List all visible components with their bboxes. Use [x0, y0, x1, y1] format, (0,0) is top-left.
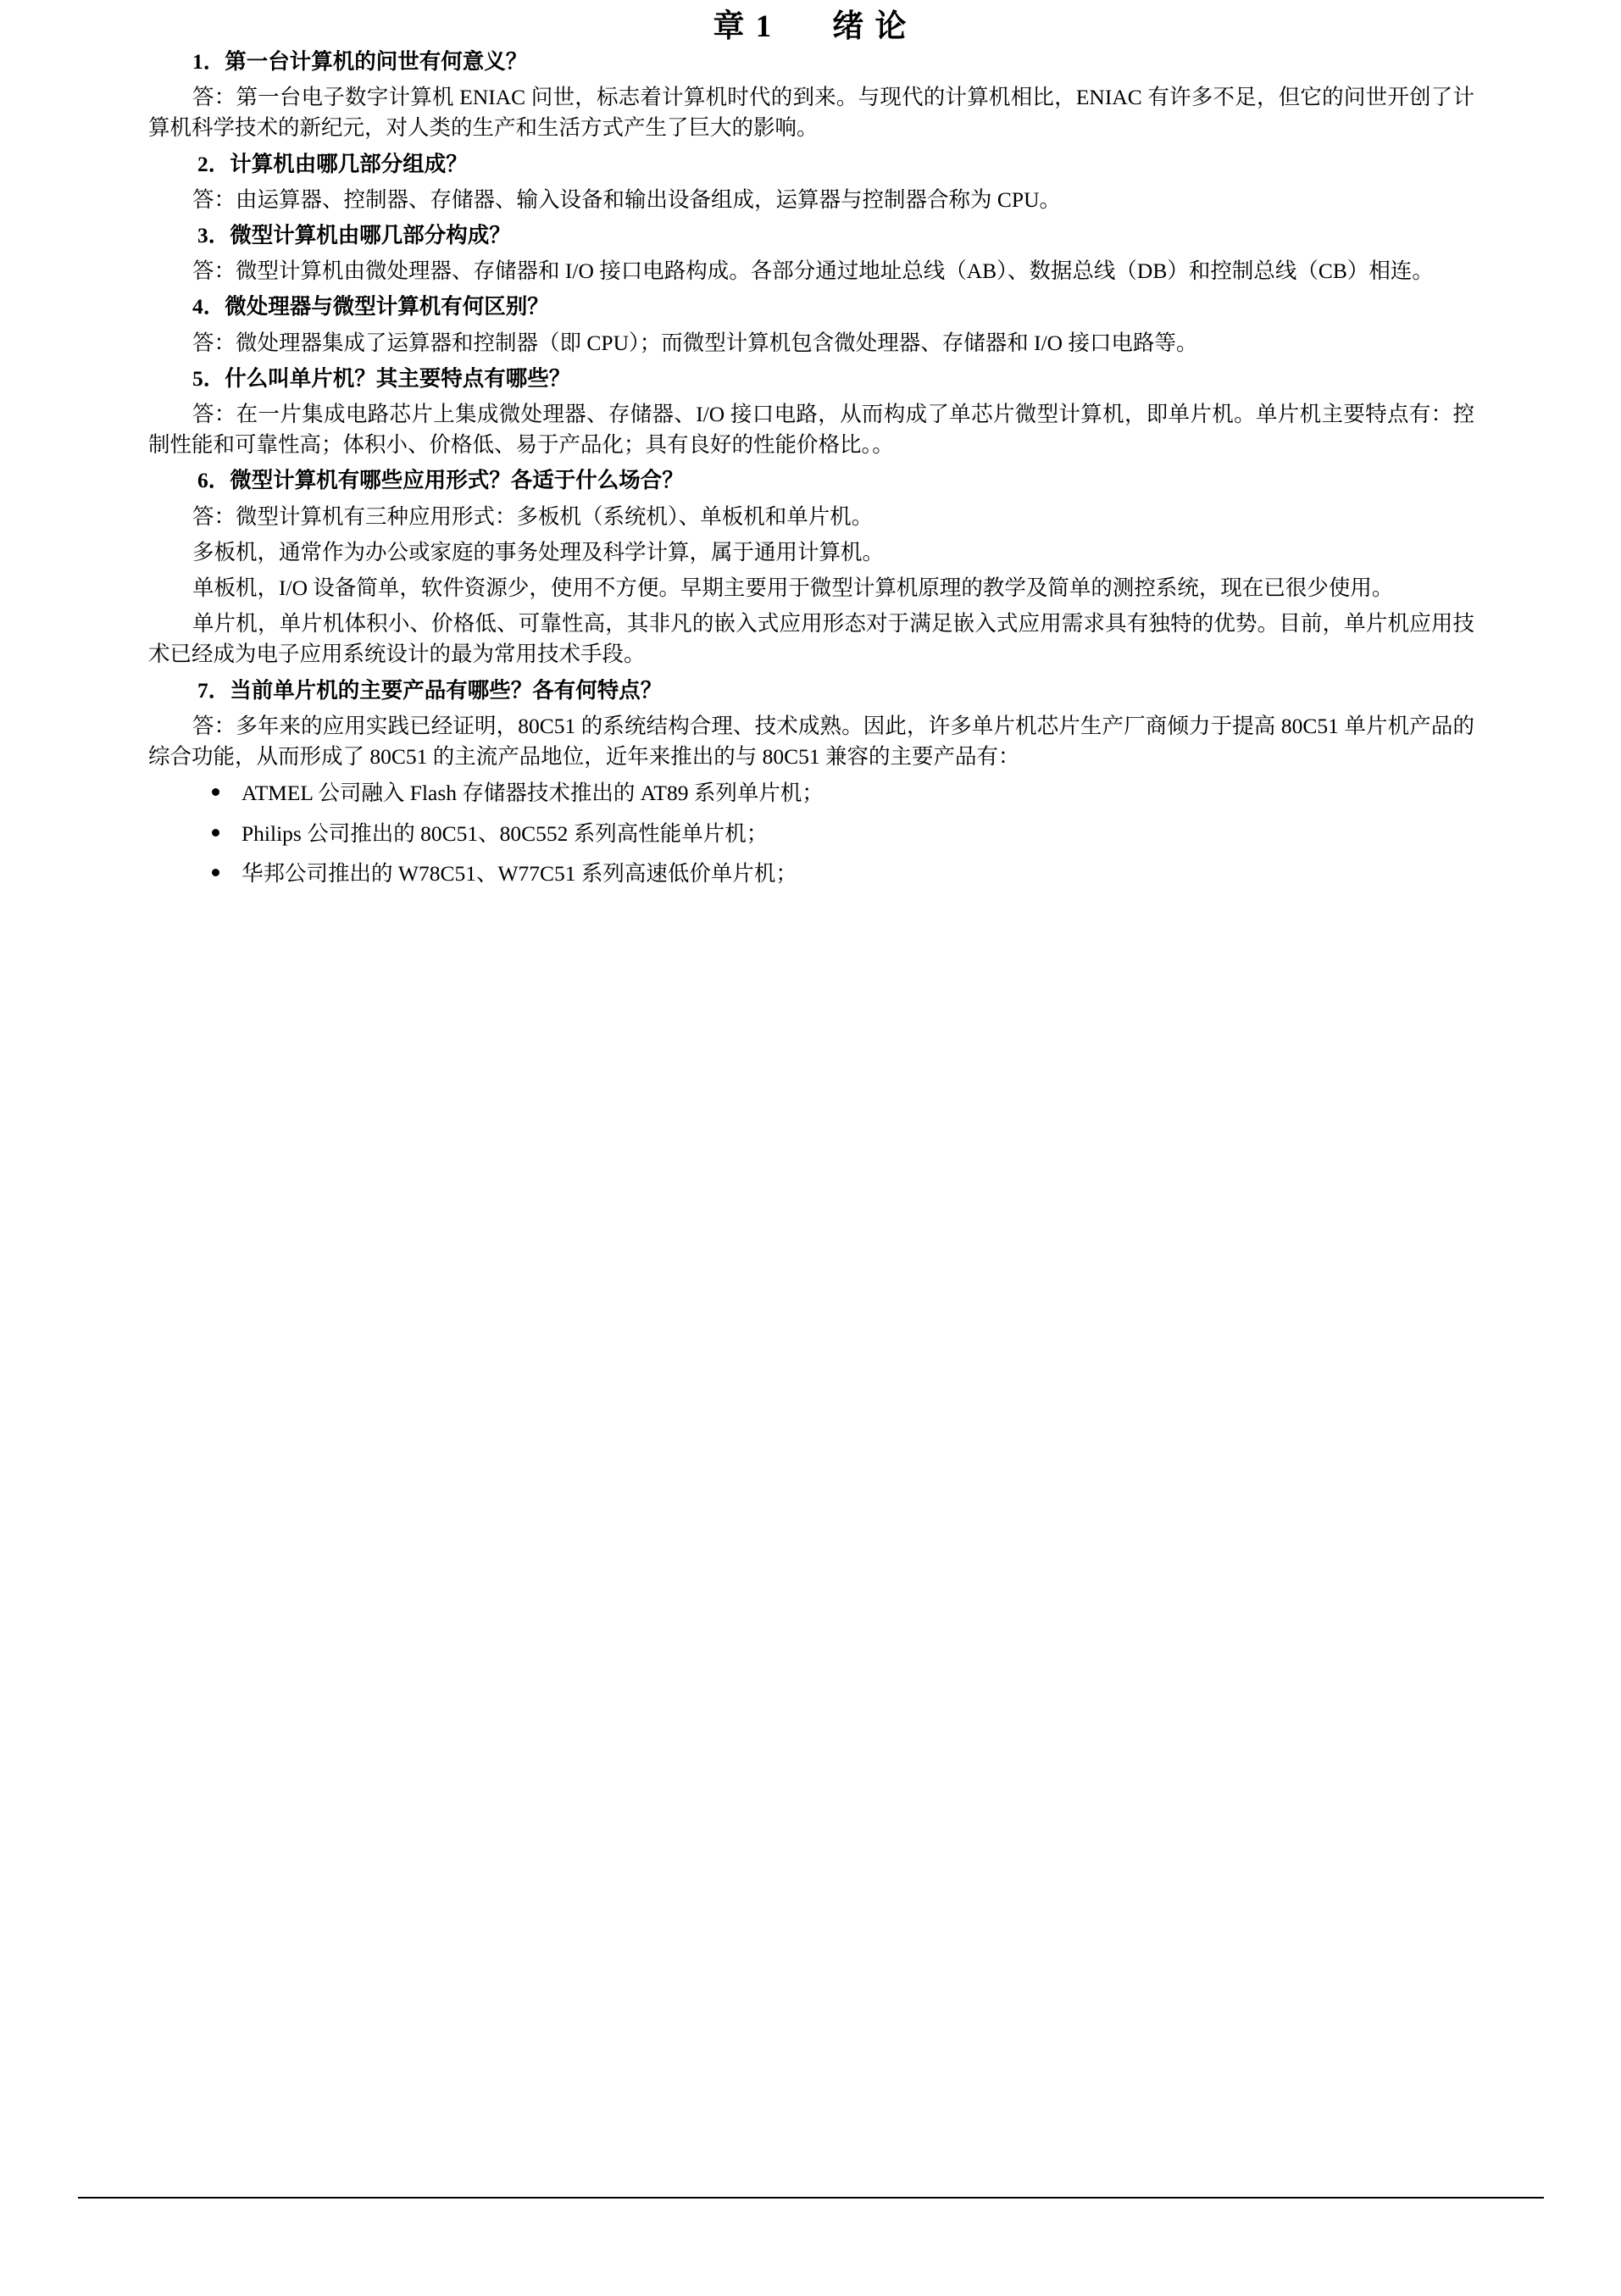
answer-5: 答：在一片集成电路芯片上集成微处理器、存储器、I/O 接口电路，从而构成了单芯片微型计算机，即单片机。单片机主要特点有：控制性能和可靠性高；体积小、价格低、易于产品化；具有良好的性能价格比。。: [148, 402, 1474, 458]
bullet-icon: [212, 869, 219, 876]
answer-2: 答：由运算器、控制器、存储器、输入设备和输出设备组成，运算器与控制器合称为 CPU。: [192, 186, 1061, 212]
answer-6-multiboard: 多板机，通常作为办公或家庭的事务处理及科学计算，属于通用计算机。: [192, 539, 885, 564]
question-3: 3．微型计算机由哪几部分构成？: [197, 223, 511, 248]
answer-6-mcu: 单片机，单片机体积小、价格低、可靠性高，其非凡的嵌入式应用形态对于满足嵌入式应用需求具有独特的优势。目前，单片机应用技术已经成为电子应用系统设计的最为常用技术手段。: [148, 611, 1474, 667]
answer-7: 答：多年来的应用实践已经证明，80C51 的系统结构合理、技术成熟。因此，许多单片机芯片生产厂商倾力于提高 80C51 单片机产品的综合功能，从而形成了 80C51 的主流产品地位，近年来推出的与 80C51 兼容的主要产品有：: [148, 713, 1474, 770]
page-title-text: 绪 论: [832, 9, 908, 44]
answer-4: 答：微处理器集成了运算器和控制器（即 CPU）；而微型计算机包含微处理器、存储器和 I/O 接口电路等。: [192, 330, 1198, 355]
answer-6: 答：微型计算机有三种应用形式：多板机（系统机）、单板机和单片机。: [192, 503, 874, 529]
bullet-icon: [212, 829, 219, 837]
list-item-label: Philips 公司推出的 80C51、80C552 系列高性能单片机；: [241, 820, 769, 846]
question-1: 1．第一台计算机的问世有何意义？: [192, 49, 528, 74]
question-7: 7．当前单片机的主要产品有哪些？各有何特点？: [197, 677, 663, 703]
answer-1: 答：第一台电子数字计算机 ENIAC 问世，标志着计算机时代的到来。与现代的计算机相比，ENIAC 有许多不足，但它的问世开创了计算机科学技术的新纪元，对人类的生产和生活方式产生了巨大的影响。: [148, 85, 1474, 141]
list-item-label: 华邦公司推出的 W78C51、W77C51 系列高速低价单片机；: [241, 860, 797, 886]
question-5: 5．什么叫单片机？其主要特点有哪些？: [192, 365, 571, 391]
answer-3: 答：微型计算机由微处理器、存储器和 I/O 接口电路构成。各部分通过地址总线（AB）、数据总线（DB）和控制总线（CB）相连。: [192, 259, 1434, 284]
product-list: [148, 777, 1474, 890]
list-item: [148, 777, 1474, 809]
list-item-label: ATMEL 公司融入 Flash 存储器技术推出的 AT89 系列单片机；: [241, 781, 824, 806]
bullet-icon: [212, 788, 219, 796]
document-body: [148, 47, 1474, 898]
footer-divider: [78, 2197, 1544, 2199]
question-4: 4．微处理器与微型计算机有何区别？: [192, 294, 549, 320]
list-item: [148, 858, 1474, 890]
answer-6-singleboard: 单板机，I/O 设备简单，软件资源少，使用不方便。早期主要用于微型计算机原理的教学及简单的测控系统，现在已很少使用。: [192, 575, 1394, 601]
list-item: [148, 818, 1474, 850]
question-2: 2．计算机由哪几部分组成？: [197, 151, 468, 176]
question-6: 6．微型计算机有哪些应用形式？各适于什么场合？: [197, 468, 684, 493]
page-title: [0, 0, 1621, 46]
page-title-chapter: 章 1: [713, 9, 774, 44]
